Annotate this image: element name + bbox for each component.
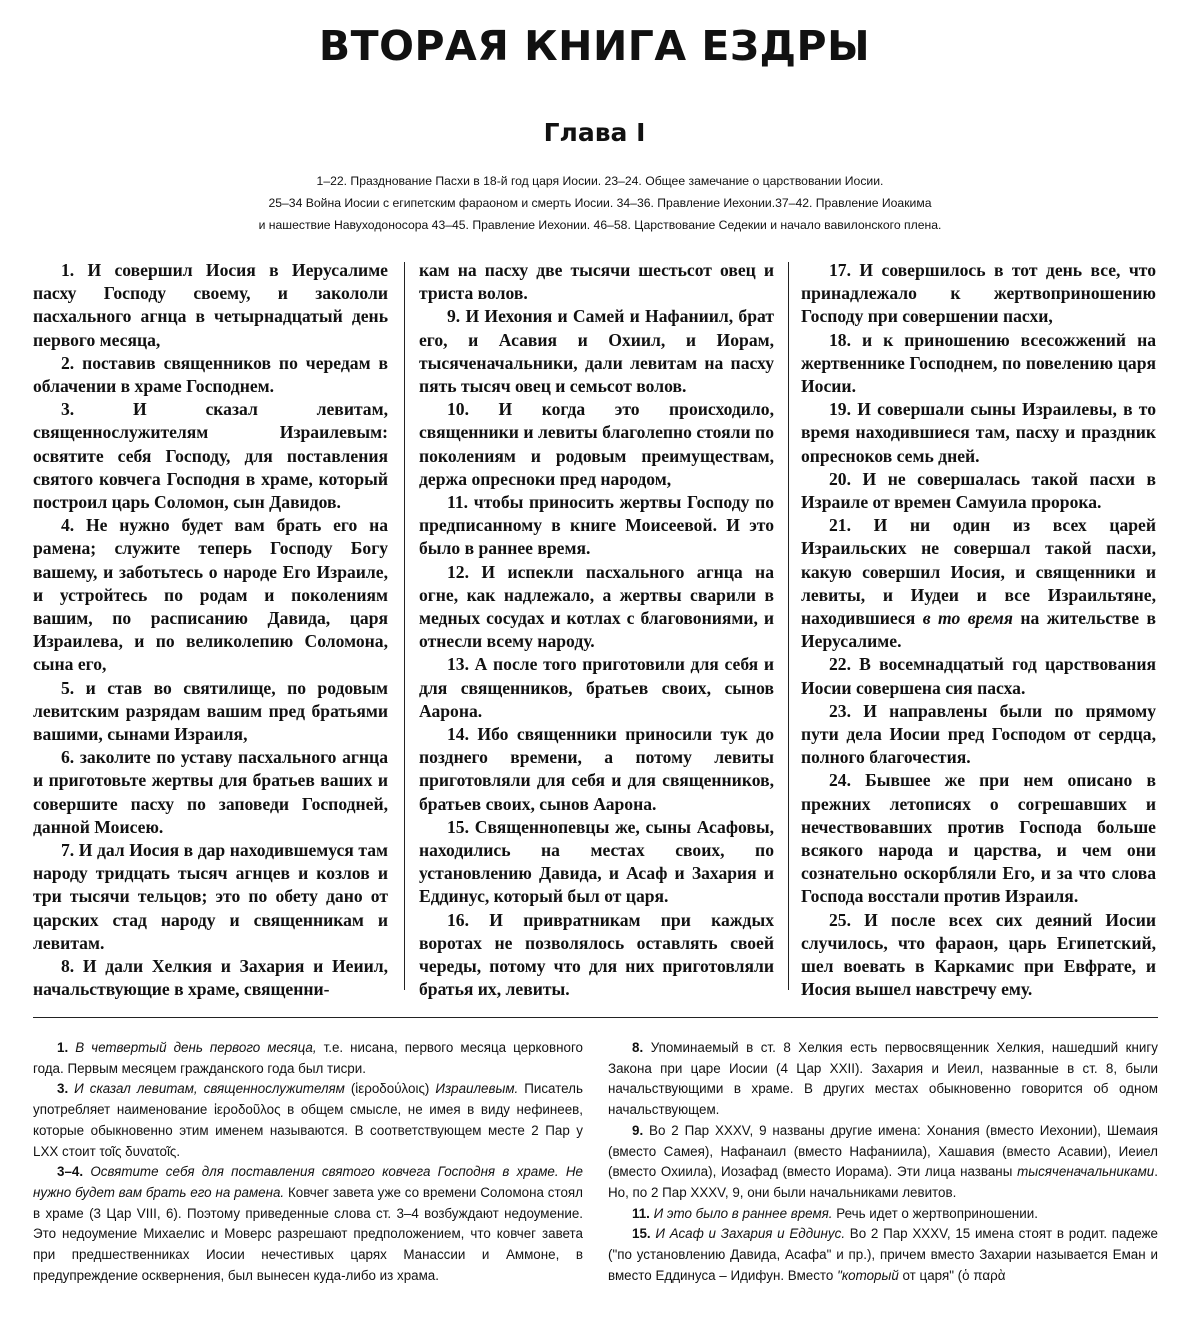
verse-15: 15. Священнопевцы же, сыны Асафовы, находились на местах своих, по установлению Давида, и Асаф и Захария и Еддинус, который был от царя. [419, 816, 774, 907]
verse-20: 20. И не совершалась такой пасхи в Израиле от времен Самуила пророка. [801, 468, 1156, 513]
chapter-summary [190, 170, 1010, 236]
verse-13: 13. А после того приготовили для себя и для священников, братьев своих, сынов Аарона. [419, 654, 774, 721]
verse-5: 5. и став во святилище, по родовым левитским разрядам вашим пред братьями вашими, сынами Израиля, [33, 677, 388, 745]
summary-line: 25–34 Война Иосии с египетским фараоном и смерть Иосии. 34–36. Правление Иехонии.37–42. Правление Иоакима [268, 196, 932, 210]
verse-19: 19. И совершали сыны Израилевы, в то время находившиеся там, пасху и праздник опресноков семь дней. [801, 399, 1156, 466]
column-divider [788, 262, 789, 990]
book-title: ВТОРАЯ КНИГА ЕЗДРЫ [318, 22, 871, 70]
verse-22: 22. В восемнадцатый год царствования Иосии совершена сия пасха. [801, 654, 1156, 698]
commentary-column-2 [608, 1038, 1158, 1286]
verse-8: 8. И дали Хелкия и Захария и Иеиил, начальствующие в храме, священни- [33, 956, 388, 1000]
verse-25: 25. И после всех сих деяний Иосии случилось, что фараон, царь Египетский, шел воевать в Каркамис при Евфрате, и Иосия вышел навстречу ему. [801, 909, 1156, 1000]
verse-9: 9. И Иехония и Самей и Нафаниил, брат его, и Асавия и Охиил, и Иорам, тысяченачальники, дали левитам на пасху пять тысяч овец и семьсот волов. [419, 306, 774, 397]
verse-14: 14. Ибо священники приносили тук до позднего времени, а потому левиты приготовляли для себя и для священников, братьев своих, сынов Аарона. [419, 724, 774, 814]
verse-23: 23. И направлены были по прямому пути дела Иосии пред Господом от сердца, полного благочестия. [801, 700, 1156, 768]
footnote-divider [33, 1017, 1158, 1018]
verse-2: 2. поставив священников по чередам в облачении в храме Господнем. [33, 352, 388, 397]
verse-16: 16. И привратникам при каждых воротах не позволялось оставлять своей череды, потому что для них приготовляли братья их, левиты. [419, 909, 774, 1000]
verse-12: 12. И испекли пасхального агнца на огне, как надлежало, а жертвы сварили в медных сосудах и котлах с благовониями, и отнесли всему народу. [419, 561, 774, 652]
summary-line: 1–22. Празднование Пасхи в 18-й год царя Иосии. 23–24. Общее замечание о царствовании Иосии. [316, 174, 884, 188]
comment-3: 3. И сказал левитам, священнослужителям (ἱεροδούλοις) Израилевым. Писатель употребляет наименование ἱεροδοῦλος в общем смысле, не имея в виду нефинеев, которые обыкновенно этим именем называются. В соответствующем месте 2 Пар у LXX стоит τοῖς δυνατοῖς. [33, 1081, 583, 1159]
comment-1: 1. В четвертый день первого месяца, т.е. нисана, первого месяца церковного года. Первым месяцем гражданского года был тисри. [33, 1040, 583, 1076]
verse-24: 24. Бывшее же при нем описано в прежних летописях о согрешавших и нечествовавших против Господа больше всякого народа и царства, и чем они сознательно оскорбляли Его, и за что слова Господа восстали против Израиля. [801, 770, 1156, 907]
verse-21: 21. И ни один из всех царей Израильских не совершал такой пасхи, какую совершил Иосия, и священники и левиты, и Иудеи и все Израильтяне, находившиеся в то время на жительстве в Иерусалиме. [801, 515, 1156, 652]
verse-18: 18. и к приношению всесожжений на жертвеннике Господнем, по повелению царя Иосии. [801, 329, 1156, 397]
verse-11: 11. чтобы приносить жертвы Господу по предписанному в книге Моисеевой. И это было в раннее время. [419, 492, 774, 559]
text-column-2 [419, 259, 774, 1002]
commentary-column-1 [33, 1038, 583, 1286]
comment-3-4: 3–4. Освятите себя для поставления святого ковчега Господня в храме. Не нужно будет вам брать его на рамена. Ковчег завета уже со времени Соломона стоял в храме (3 Цар VIII, 6). Поэтому приведенные слова ст. 3–4 возбуждают недоумение. Это недоумение Михаелис и Моверс разрешают предположением, что ковчег завета при предшественниках Иосии нечестивых царях Манассии и Аммоне, в предупреждение осквернения, был вынесен куда-либо из храма. [33, 1164, 583, 1283]
column-divider [404, 262, 405, 990]
summary-line: и нашествие Навуходоносора 43–45. Правление Иехонии. 46–58. Царствование Седекии и начало вавилонского плена. [258, 218, 942, 232]
comment-15: 15. И Асаф и Захария и Еддинус. Во 2 Пар XXXV, 15 имена стоят в родит. падеже ("по установлению Давида, Асафа" и пр.), причем вместо Захарии называется Еман и вместо Еддинуса – Идифун. Вместо "который от царя" (ὁ παρὰ [608, 1226, 1158, 1283]
verse-10: 10. И когда это происходило, священники и левиты благолепно стояли по поколениям и родовым преимуществам, держа опресноки пред народом, [419, 399, 774, 489]
verse-4: 4. Не нужно будет вам брать его на рамена; служите теперь Господу Богу вашему, и заботьтесь о народе Его Израиле, и устройтесь по родам и поколениям вашим, по расписанию Давида, царя Израилева, и по великолепию Соломона, сына его, [33, 515, 388, 675]
comment-9: 9. Во 2 Пар XXXV, 9 названы другие имена: Хонания (вместо Иехонии), Шемаия (вместо Самея), Нафанаил (вместо Нафаниила), Хашавия (вместо Асавии), Иеиел (вместо Охиила), Иозафад (вместо Иорама). Эти лица названы тысяченачальниками. Но, по 2 Пар XXXV, 9, они были начальниками левитов. [608, 1122, 1158, 1200]
verse-8-continued: кам на пасху две тысячи шестьсот овец и триста волов. [419, 260, 774, 304]
text-column-3 [801, 259, 1156, 1002]
chapter-title: Глава I [543, 118, 646, 147]
text-column-1 [33, 259, 388, 1002]
comment-8: 8. Упоминаемый в ст. 8 Хелкия есть первосвященник Хелкия, нашедший книгу Закона при царе Иосии (4 Цар XXII). Захария и Иеил, названные в ст. 8, были начальствующими в храме. В других местах обыкновенно говорится об одном начальствующем. [608, 1040, 1158, 1118]
verse-6: 6. заколите по уставу пасхального агнца и приготовьте жертвы для братьев ваших и совершите пасху по заповеди Господней, данной Моисею. [33, 747, 388, 837]
verse-1: 1. И совершил Иосия в Иерусалиме пасху Господу своему, и закололи пасхального агнца в четырнадцатый день первого месяца, [33, 260, 388, 350]
verse-3: 3. И сказал левитам, священнослужителям Израилевым: освятите себя Господу, для поставления святого ковчега Господня в храме, который построил царь Соломон, сын Давидов. [33, 399, 388, 513]
comment-11: 11. И это было в раннее время. Речь идет о жертвоприношении. [632, 1205, 1038, 1221]
verse-7: 7. И дал Иосия в дар находившемуся там народу тридцать тысяч агнцев и козлов и три тысячи тельцов; это по обету дано от царских стад народу и священникам и левитам. [33, 840, 388, 953]
verse-17: 17. И совершилось в тот день все, что принадлежало к жертвоприношению Господу при совершении пасхи, [801, 260, 1156, 327]
